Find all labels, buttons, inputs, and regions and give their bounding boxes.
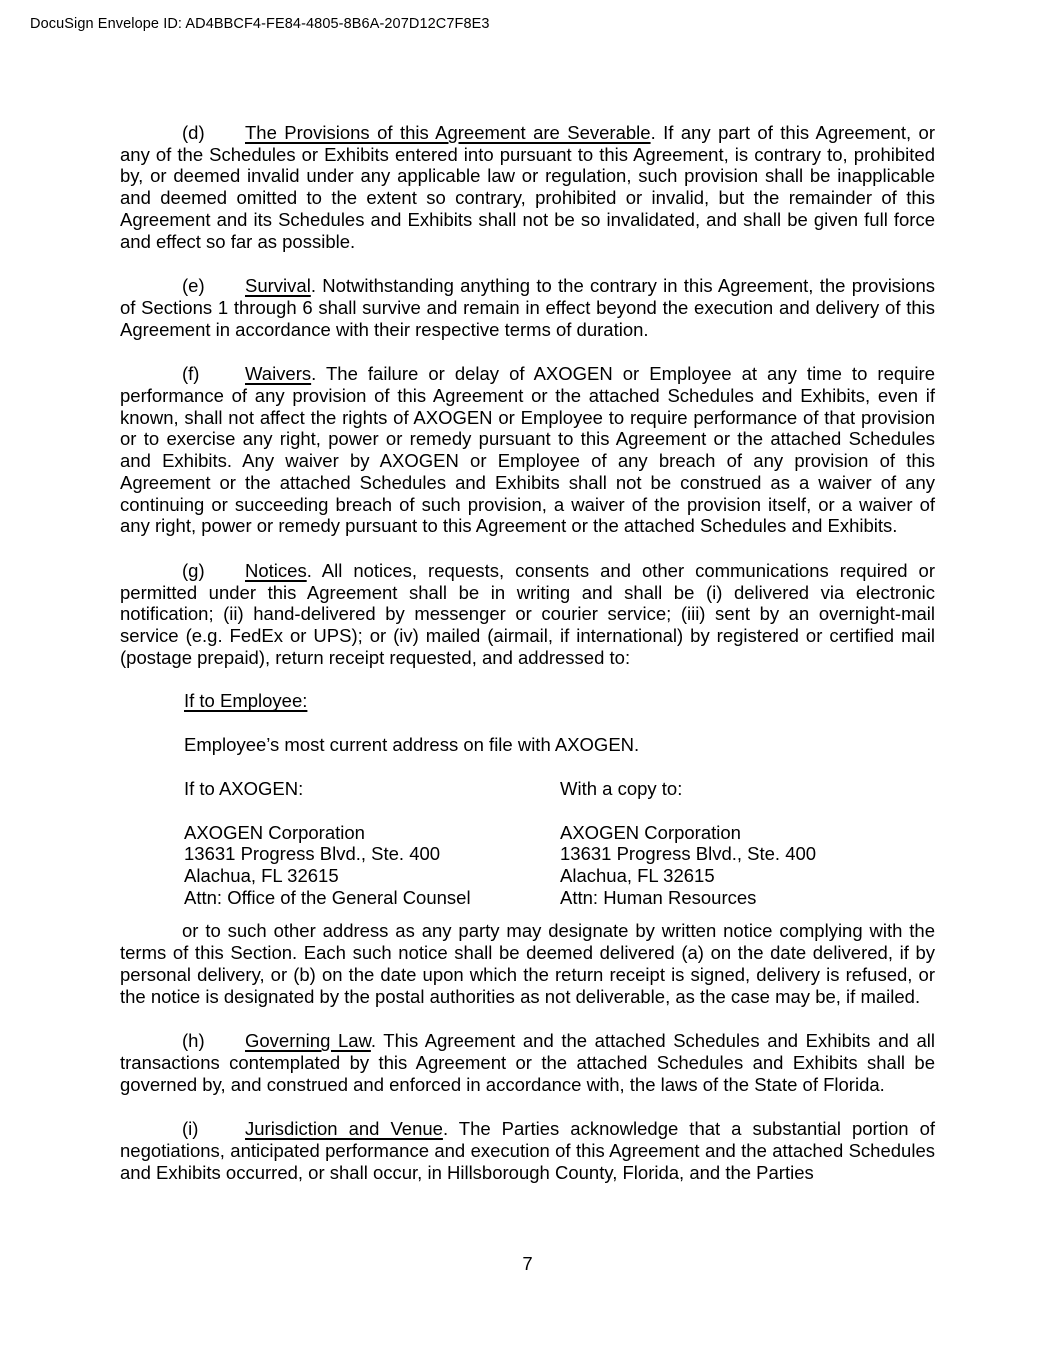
copy-address-line: Attn: Human Resources xyxy=(560,886,757,908)
copy-address-line: AXOGEN Corporation xyxy=(560,821,741,843)
if-to-axogen-label: If to AXOGEN: xyxy=(184,777,304,799)
axogen-address xyxy=(184,822,560,909)
if-to-employee-label: If to Employee: xyxy=(184,690,308,712)
paragraph-h-label: (h) xyxy=(182,1030,205,1052)
paragraph-g xyxy=(120,560,935,669)
paragraph-g-label: (g) xyxy=(182,559,205,581)
axogen-address-line: Attn: Office of the General Counsel xyxy=(184,886,471,908)
copy-address-line: 13631 Progress Blvd., Ste. 400 xyxy=(560,843,817,865)
with-copy-label: With a copy to: xyxy=(560,777,683,799)
paragraph-g-text: . All notices, requests, consents and other communications required or permitted under this Agreement shall be in writing and shall be (i) delivered via electronic notification; (ii) hand-delivered by messenger or courier service; (iii) sent by an overnight-mail service (e.g. FedEx or UPS); or (iv) mailed (airmail, if international) by registered or certified mail (postage prepaid), return receipt requested, and addressed to: xyxy=(120,559,935,668)
paragraph-g-continuation: or to such other address as any party may designate by written notice complying with the terms of this Section. Each such notice shall be deemed delivered (a) on the date delivered, if by personal delivery, or (b) on the date upon which the return receipt is signed, delivery is refused, or the notice is designated by the postal authorities as not deliverable, as the case may be, if mailed. xyxy=(120,920,935,1007)
paragraph-h xyxy=(120,1030,935,1095)
paragraph-f-text: . The failure or delay of AXOGEN or Employee at any time to require performance of any provision of this Agreement or the attached Schedules and Exhibits, even if known, shall not affect the rights of AXOGEN or Employee to require performance of that provision or to exercise any right, power or remedy pursuant to this Agreement or the attached Schedules and Exhibits. Any waiver by AXOGEN or Employee of any breach of any provision of this Agreement or the attached Schedules and Exhibits shall not be construed as a waiver of any continuing or succeeding breach of such provision, a waiver of the provision itself, or a waiver of any right, power or remedy pursuant to this Agreement or the attached Schedules and Exhibits. xyxy=(120,363,935,537)
paragraph-g-heading: Notices xyxy=(245,559,307,581)
axogen-address-line: AXOGEN Corporation xyxy=(184,821,365,843)
axogen-address-line: 13631 Progress Blvd., Ste. 400 xyxy=(184,843,441,865)
axogen-address-line: Alachua, FL 32615 xyxy=(184,864,339,886)
paragraph-e-heading: Survival xyxy=(245,275,311,297)
paragraph-h-heading: Governing Law xyxy=(245,1030,371,1052)
paragraph-i-heading: Jurisdiction and Venue xyxy=(245,1118,443,1140)
paragraph-d xyxy=(120,122,935,252)
paragraph-e xyxy=(120,275,935,340)
paragraph-d-heading: The Provisions of this Agreement are Severable xyxy=(245,122,651,143)
copy-address xyxy=(560,822,935,909)
paragraph-f xyxy=(120,363,935,537)
paragraph-e-label: (e) xyxy=(182,275,205,297)
paragraph-d-label: (d) xyxy=(182,122,205,143)
paragraph-f-label: (f) xyxy=(182,363,200,385)
paragraph-i-text: . The Parties acknowledge that a substantial portion of negotiations, anticipated performance and execution of this Agreement and the attached Schedules and Exhibits occurred, or shall occur, in Hillsborough County, Florida, and the Parties xyxy=(120,1118,935,1183)
notice-address-block xyxy=(184,822,935,909)
paragraph-i xyxy=(120,1118,935,1183)
copy-address-line: Alachua, FL 32615 xyxy=(560,864,715,886)
paragraph-i-label: (i) xyxy=(182,1118,199,1140)
page-number: 7 xyxy=(522,1253,533,1274)
notice-if-to-employee xyxy=(184,690,935,712)
paragraph-e-text: . Notwithstanding anything to the contrary in this Agreement, the provisions of Sections 1 through 6 shall survive and remain in effect beyond the execution and delivery of this Agreement in accordance with their respective terms of duration. xyxy=(120,275,935,340)
paragraph-h-text: . This Agreement and the attached Schedules and Exhibits and all transactions contemplated by this Agreement or the attached Schedules and Exhibits shall be governed by, and construed and enforced in accordance with, the laws of the State of Florida. xyxy=(120,1030,935,1095)
docusign-envelope-id: DocuSign Envelope ID: AD4BBCF4-FE84-4805-8B6A-207D12C7F8E3 xyxy=(30,16,490,32)
notice-employee-address: Employee’s most current address on file with AXOGEN. xyxy=(184,734,640,756)
notice-recipient-headers xyxy=(184,778,935,800)
paragraph-d-text: . If any part of this Agreement, or any of the Schedules or Exhibits entered into pursuant to this Agreement, is contrary to, prohibited by, or deemed invalid under any applicable law or regulation, such provision shall be inapplicable and deemed omitted to the extent so contrary, prohibited or invalid, but the remainder of this Agreement and its Schedules and Exhibits shall not be so invalidated, and shall be given full force and effect so far as possible. xyxy=(120,122,936,252)
paragraph-f-heading: Waivers xyxy=(245,363,312,385)
